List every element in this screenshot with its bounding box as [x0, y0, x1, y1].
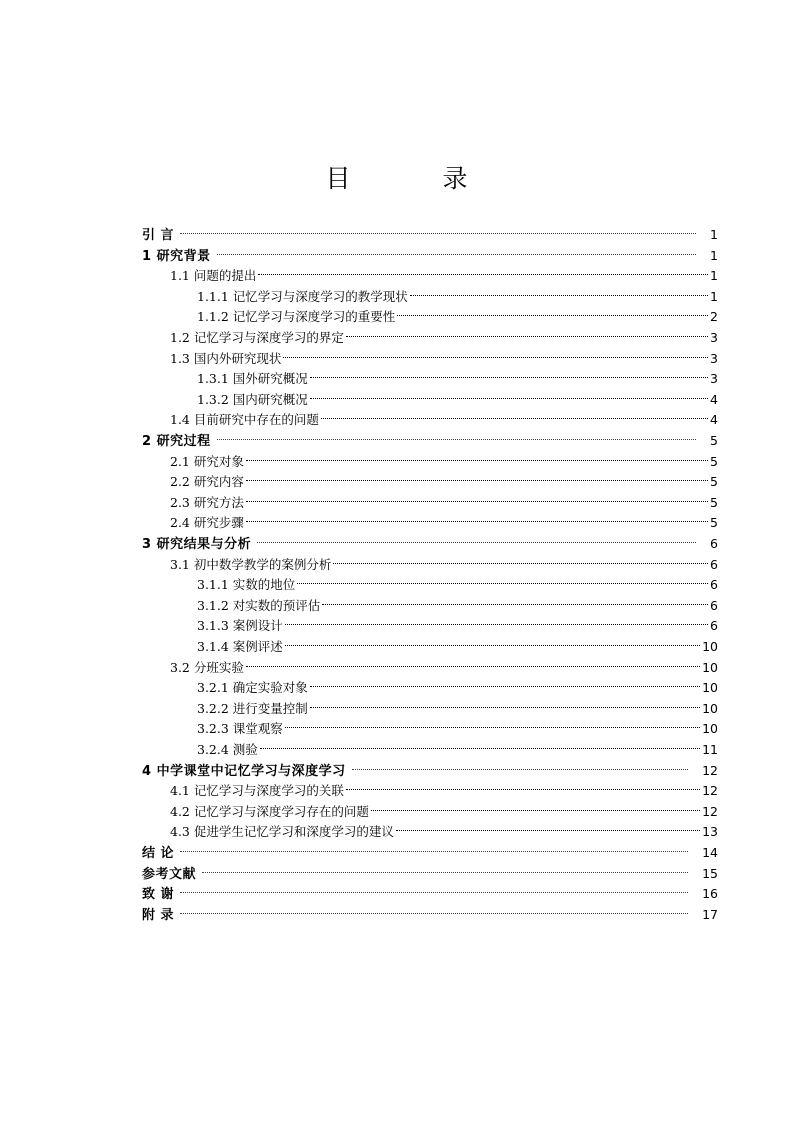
toc-entry-label: 3.1.1 实数的地位 — [197, 577, 296, 593]
toc-page-number: 10 — [702, 639, 718, 654]
toc-dot-leader — [258, 260, 708, 280]
toc-page-number: 2 — [710, 309, 718, 325]
toc-page-number: 16 — [702, 886, 718, 902]
toc-entry-label: 1.1.1 记忆学习与深度学习的教学现状 — [197, 288, 408, 304]
toc-page-number: 10 — [702, 680, 718, 696]
toc-dot-leader — [310, 384, 708, 404]
toc-page-number: 5 — [710, 433, 718, 448]
toc-dot-leader — [321, 404, 708, 424]
toc-entry-label: 4.3 促进学生记忆学习和深度学习的建议 — [170, 824, 394, 840]
toc-page-number: 17 — [702, 906, 718, 922]
toc-page-number: 10 — [702, 700, 718, 716]
toc-entry-label: 3 研究结果与分析 — [142, 537, 252, 552]
toc-dot-leader — [180, 219, 696, 239]
toc-entry[interactable] — [170, 652, 718, 675]
toc-entry-label: 2.1 研究对象 — [170, 453, 244, 469]
toc-entry-label: 1.3.1 国外研究概况 — [197, 371, 308, 387]
toc-page-number: 11 — [702, 742, 718, 757]
toc-entry[interactable] — [197, 590, 718, 613]
toc-entry[interactable] — [197, 363, 718, 387]
toc-page-number: 12 — [702, 803, 718, 819]
toc-entry-label: 3.1.2 对实数的预评估 — [197, 597, 321, 613]
toc-entry-label: 引 言 — [142, 228, 175, 243]
toc-entry-label: 1.1 问题的提出 — [170, 268, 257, 284]
toc-entry-label: 3.1.3 案例设计 — [197, 618, 283, 634]
toc-page-number: 1 — [710, 227, 718, 242]
toc-dot-leader — [285, 610, 708, 630]
toc-dot-leader — [260, 734, 700, 754]
toc-entry-label: 4 中学课堂中记忆学习与深度学习 — [142, 763, 346, 779]
toc-dot-leader — [246, 652, 700, 672]
toc-entry-label: 4.2 记忆学习与深度学习存在的问题 — [170, 803, 369, 819]
toc-dot-leader — [180, 837, 688, 857]
toc-entry[interactable] — [170, 404, 718, 428]
toc-entry[interactable] — [170, 487, 718, 510]
toc-page-number: 3 — [710, 350, 718, 366]
toc-dot-leader — [180, 878, 688, 898]
toc-entry[interactable] — [142, 425, 718, 449]
toc-dot-leader — [217, 240, 696, 260]
toc-dot-leader — [346, 775, 700, 795]
toc-entry-label: 1.2 记忆学习与深度学习的界定 — [170, 330, 344, 345]
toc-entry-label: 1.3 国内外研究现状 — [170, 350, 282, 366]
toc-entry[interactable] — [197, 631, 718, 654]
toc-entry[interactable] — [142, 528, 718, 552]
toc-page-number: 6 — [710, 618, 718, 634]
toc-dot-leader — [333, 549, 708, 569]
toc-entry[interactable] — [197, 610, 718, 634]
toc-entry[interactable] — [197, 281, 718, 304]
toc-page-number: 1 — [710, 268, 718, 284]
toc-entry[interactable] — [170, 775, 718, 799]
toc-page-number: 10 — [702, 721, 718, 737]
toc-entry[interactable] — [197, 713, 718, 737]
toc-page-number: 12 — [702, 783, 718, 799]
toc-page-number: 14 — [702, 845, 718, 860]
toc-dot-leader — [246, 446, 708, 466]
toc-entry[interactable] — [142, 219, 718, 243]
toc-page-number: 12 — [702, 762, 718, 778]
toc-entry-label: 结 论 — [142, 846, 175, 861]
toc-dot-leader — [346, 322, 708, 342]
toc-entry[interactable] — [142, 240, 718, 264]
toc-entry[interactable] — [170, 549, 718, 572]
toc-page-number: 5 — [710, 474, 718, 490]
toc-entry[interactable] — [142, 858, 718, 882]
toc-page-number: 3 — [710, 330, 718, 345]
toc-entry-label: 2.3 研究方法 — [170, 494, 244, 510]
toc-entry-label: 3.1.4 案例评述 — [197, 639, 283, 654]
toc-entry-label: 3.2.1 确定实验对象 — [197, 680, 308, 696]
toc-entry[interactable] — [142, 899, 718, 923]
toc-entry[interactable] — [170, 507, 718, 531]
toc-entry[interactable] — [170, 796, 718, 819]
toc-entry[interactable] — [197, 301, 718, 325]
toc-page-number: 4 — [710, 412, 718, 428]
toc-page-number: 3 — [710, 371, 718, 387]
toc-entry-label: 1.1.2 记忆学习与深度学习的重要性 — [197, 309, 396, 325]
toc-dot-leader — [285, 713, 700, 733]
toc-page-number: 6 — [710, 556, 718, 572]
toc-dot-leader — [410, 281, 708, 301]
toc-entry[interactable] — [170, 322, 718, 345]
toc-dot-leader — [396, 816, 700, 836]
toc-dot-leader — [246, 507, 708, 527]
toc-page-number: 6 — [710, 597, 718, 613]
toc-dot-leader — [352, 755, 689, 775]
toc-entry[interactable] — [170, 816, 718, 840]
toc-entry-label: 2.2 研究内容 — [170, 474, 244, 490]
toc-dot-leader — [246, 466, 708, 486]
toc-entry-label: 致 谢 — [142, 887, 175, 903]
toc-entry[interactable] — [170, 260, 718, 284]
toc-dot-leader — [217, 425, 696, 445]
toc-dot-leader — [257, 528, 696, 548]
toc-entry[interactable] — [197, 672, 718, 696]
toc-entry[interactable] — [142, 837, 718, 861]
toc-entry-label: 1.4 目前研究中存在的问题 — [170, 412, 319, 428]
toc-entry-label: 参考文献 — [142, 866, 197, 882]
toc-entry[interactable] — [170, 466, 718, 490]
toc-entry-label: 1.3.2 国内研究概况 — [197, 391, 308, 407]
toc-entry[interactable] — [170, 446, 718, 469]
toc-entry-label: 2.4 研究步骤 — [170, 515, 244, 531]
toc-dot-leader — [180, 899, 688, 919]
toc-entry-label: 1 研究背景 — [142, 248, 211, 264]
toc-entry-label: 3.2 分班实验 — [170, 659, 244, 675]
toc-page-number: 1 — [710, 288, 718, 304]
toc-page-number: 5 — [710, 515, 718, 531]
toc-page-number: 5 — [710, 453, 718, 469]
toc-entry-label: 附 录 — [142, 907, 175, 923]
toc-entry[interactable] — [170, 343, 718, 366]
toc-page-number: 1 — [710, 247, 718, 263]
toc-page-number: 5 — [710, 494, 718, 510]
toc-dot-leader — [371, 796, 700, 816]
page-title: 目 录 — [325, 164, 510, 193]
toc-dot-leader — [310, 363, 708, 383]
toc-entry-label: 3.2.4 测验 — [197, 742, 258, 757]
toc-page-number: 10 — [702, 659, 718, 675]
toc-entry[interactable] — [197, 569, 718, 593]
toc-dot-leader — [297, 569, 708, 589]
toc-entry-label: 4.1 记忆学习与深度学习的关联 — [170, 783, 344, 799]
toc-entry-label: 2 研究过程 — [142, 434, 211, 449]
toc-dot-leader — [310, 693, 700, 713]
toc-entry[interactable] — [197, 693, 718, 716]
toc-entry-label: 3.2.2 进行变量控制 — [197, 700, 308, 716]
toc-dot-leader — [202, 858, 688, 878]
toc-dot-leader — [246, 487, 708, 507]
toc-entry[interactable] — [197, 734, 718, 757]
toc-page-number: 6 — [710, 577, 718, 593]
toc-dot-leader — [322, 590, 708, 610]
toc-entry[interactable] — [197, 384, 718, 407]
toc-page-number: 13 — [702, 824, 718, 840]
toc-dot-leader — [285, 631, 700, 651]
toc-entry[interactable] — [142, 878, 718, 903]
toc-page-number: 4 — [710, 391, 718, 407]
toc-entry[interactable] — [142, 755, 718, 779]
toc-entry-label: 3.1 初中数学教学的案例分析 — [170, 556, 332, 572]
toc-dot-leader — [283, 343, 708, 363]
toc-page-number: 15 — [702, 865, 718, 881]
toc-entry-label: 3.2.3 课堂观察 — [197, 721, 283, 737]
toc-page-number: 6 — [710, 536, 718, 551]
toc-dot-leader — [397, 301, 708, 321]
toc-dot-leader — [310, 672, 700, 692]
